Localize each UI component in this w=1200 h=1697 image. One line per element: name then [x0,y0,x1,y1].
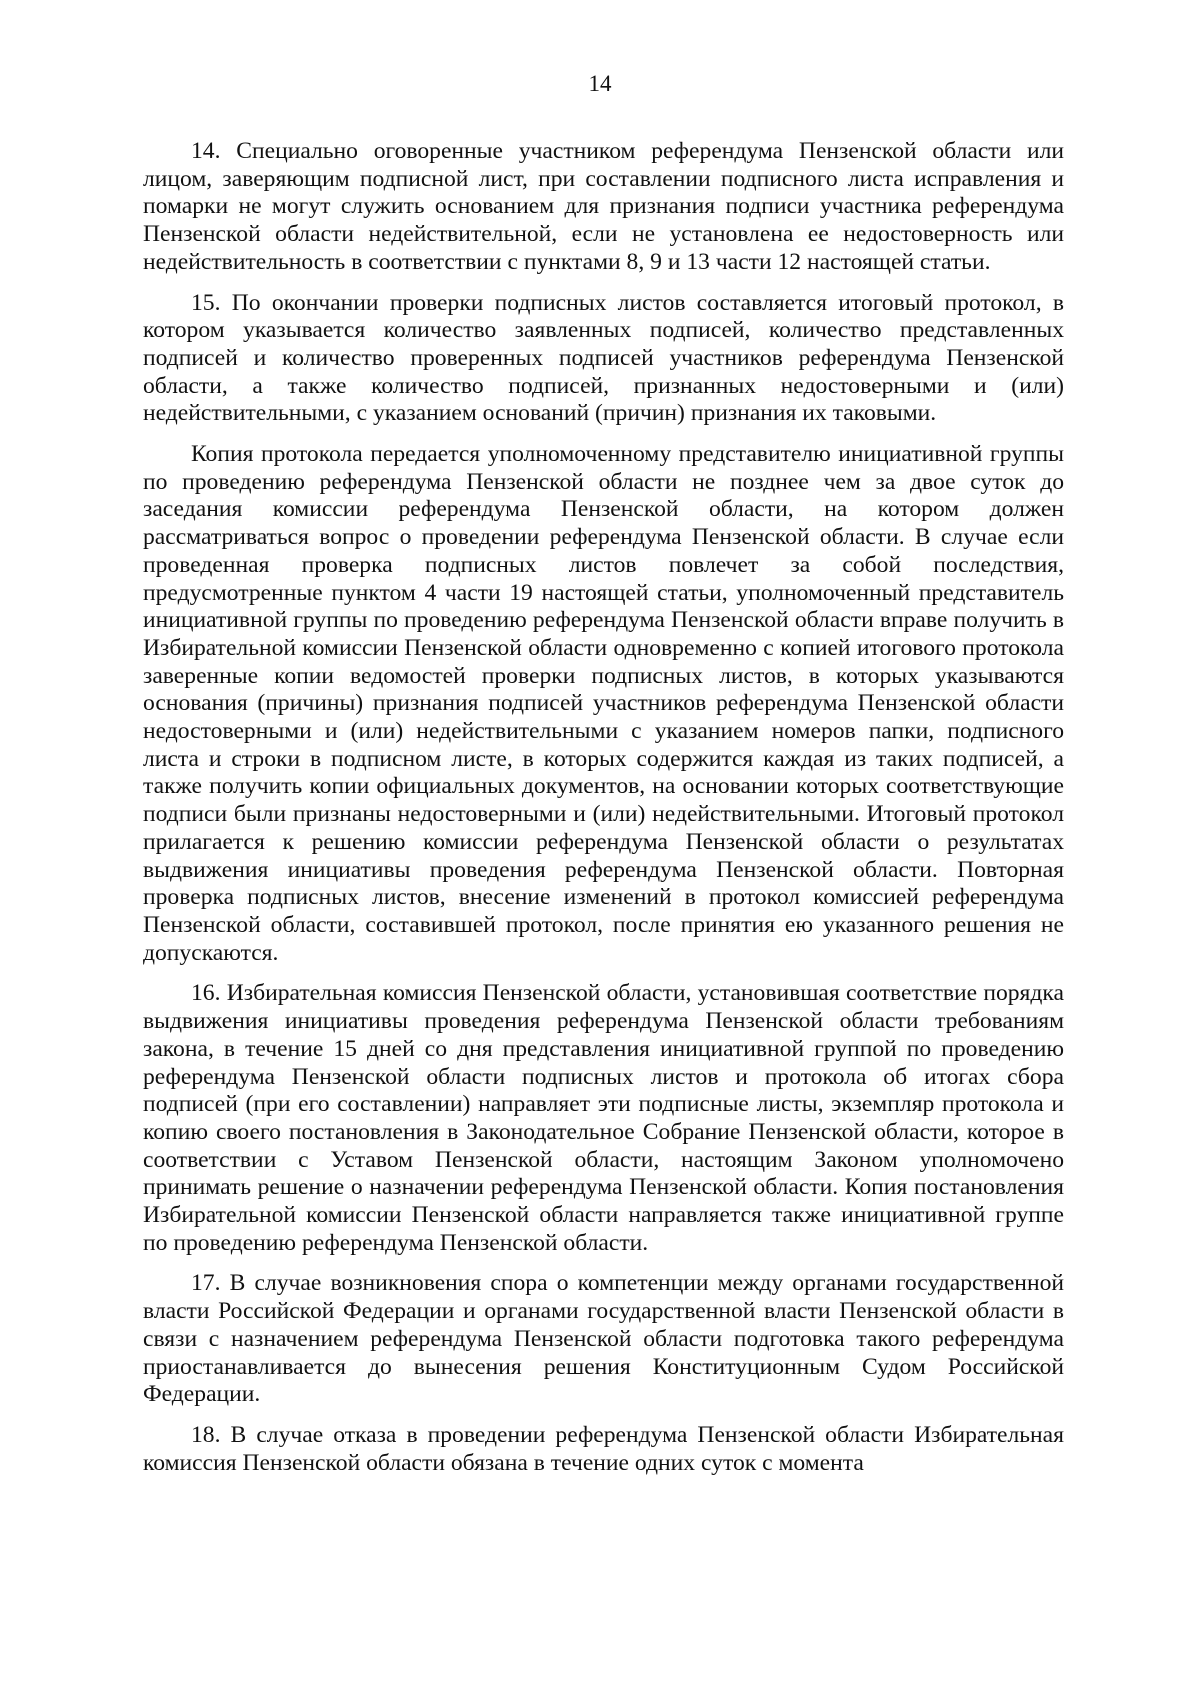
paragraph-protocol-copy: Копия протокола передается уполномоченному представителю инициативной группы по проведению референдума Пензенской области не позднее чем за двое суток до заседания комиссии референдума Пензенской области, на котором должен рассматриваться вопрос о проведении референдума Пензенской области. В случае если проведенная проверка подписных листов повлечет за собой последствия, предусмотренные пунктом 4 части 19 настоящей статьи, уполномоченный представитель инициативной группы по проведению референдума Пензенской области вправе получить в Избирательной комиссии Пензенской области одновременно с копией итогового протокола заверенные копии ведомостей проверки подписных листов, в которых указываются основания (причины) признания подписей участников референдума Пензенской области недостоверными и (или) недействительными с указанием номеров папки, подписного листа и строки в подписном листе, в которых содержится каждая из таких подписей, а также получить копии официальных документов, на основании которых соответствующие подписи были признаны недостоверными и (или) недействительными. Итоговый протокол прилагается к решению комиссии референдума Пензенской области о результатах выдвижения инициативы проведения референдума Пензенской области. Повторная проверка подписных листов, внесение изменений в протокол комиссией референдума Пензенской области, составившей протокол, после принятия ею указанного решения не допускаются. [143,441,1064,966]
page-number: 14 [588,71,612,96]
document-body [143,138,1064,1490]
paragraph-item-15: 15. По окончании проверки подписных листов составляется итоговый протокол, в котором указывается количество заявленных подписей, количество представленных подписей и количество проверенных подписей участников референдума Пензенской области, а также количество подписей, признанных недостоверными и (или) недействительными, с указанием оснований (причин) признания их таковыми. [143,289,1064,427]
paragraph-item-14: 14. Специально оговоренные участником референдума Пензенской области или лицом, заверяющим подписной лист, при составлении подписного листа исправления и помарки не могут служить основанием для признания подписи участника референдума Пензенской области недействительной, если не установлена ее недостоверность или недействительность в соответствии с пунктами 8, 9 и 13 части 12 настоящей статьи. [143,138,1064,275]
paragraph-item-17: 17. В случае возникновения спора о компетенции между органами государственной власти Российской Федерации и органами государственной власти Пензенской области в связи с назначением референдума Пензенской области подготовка такого референдума приостанавливается до вынесения решения Конституционным Судом Российской Федерации. [143,1270,1064,1408]
paragraph-item-18: 18. В случае отказа в проведении референдума Пензенской области Избирательная комиссия Пензенской области обязана в течение одних суток с момента [143,1421,1064,1476]
paragraph-item-16: 16. Избирательная комиссия Пензенской области, установившая соответствие порядка выдвижения инициативы проведения референдума Пензенской области требованиям закона, в течение 15 дней со дня представления инициативной группой по проведению референдума Пензенской области подписных листов и протокола об итогах сбора подписей (при его составлении) направляет эти подписные листы, экземпляр протокола и копию своего постановления в Законодательное Собрание Пензенской области, которое в соответствии с Уставом Пензенской области, настоящим Законом уполномочено принимать решение о назначении референдума Пензенской области. Копия постановления Избирательной комиссии Пензенской области направляется также инициативной группе по проведению референдума Пензенской области. [143,980,1064,1256]
